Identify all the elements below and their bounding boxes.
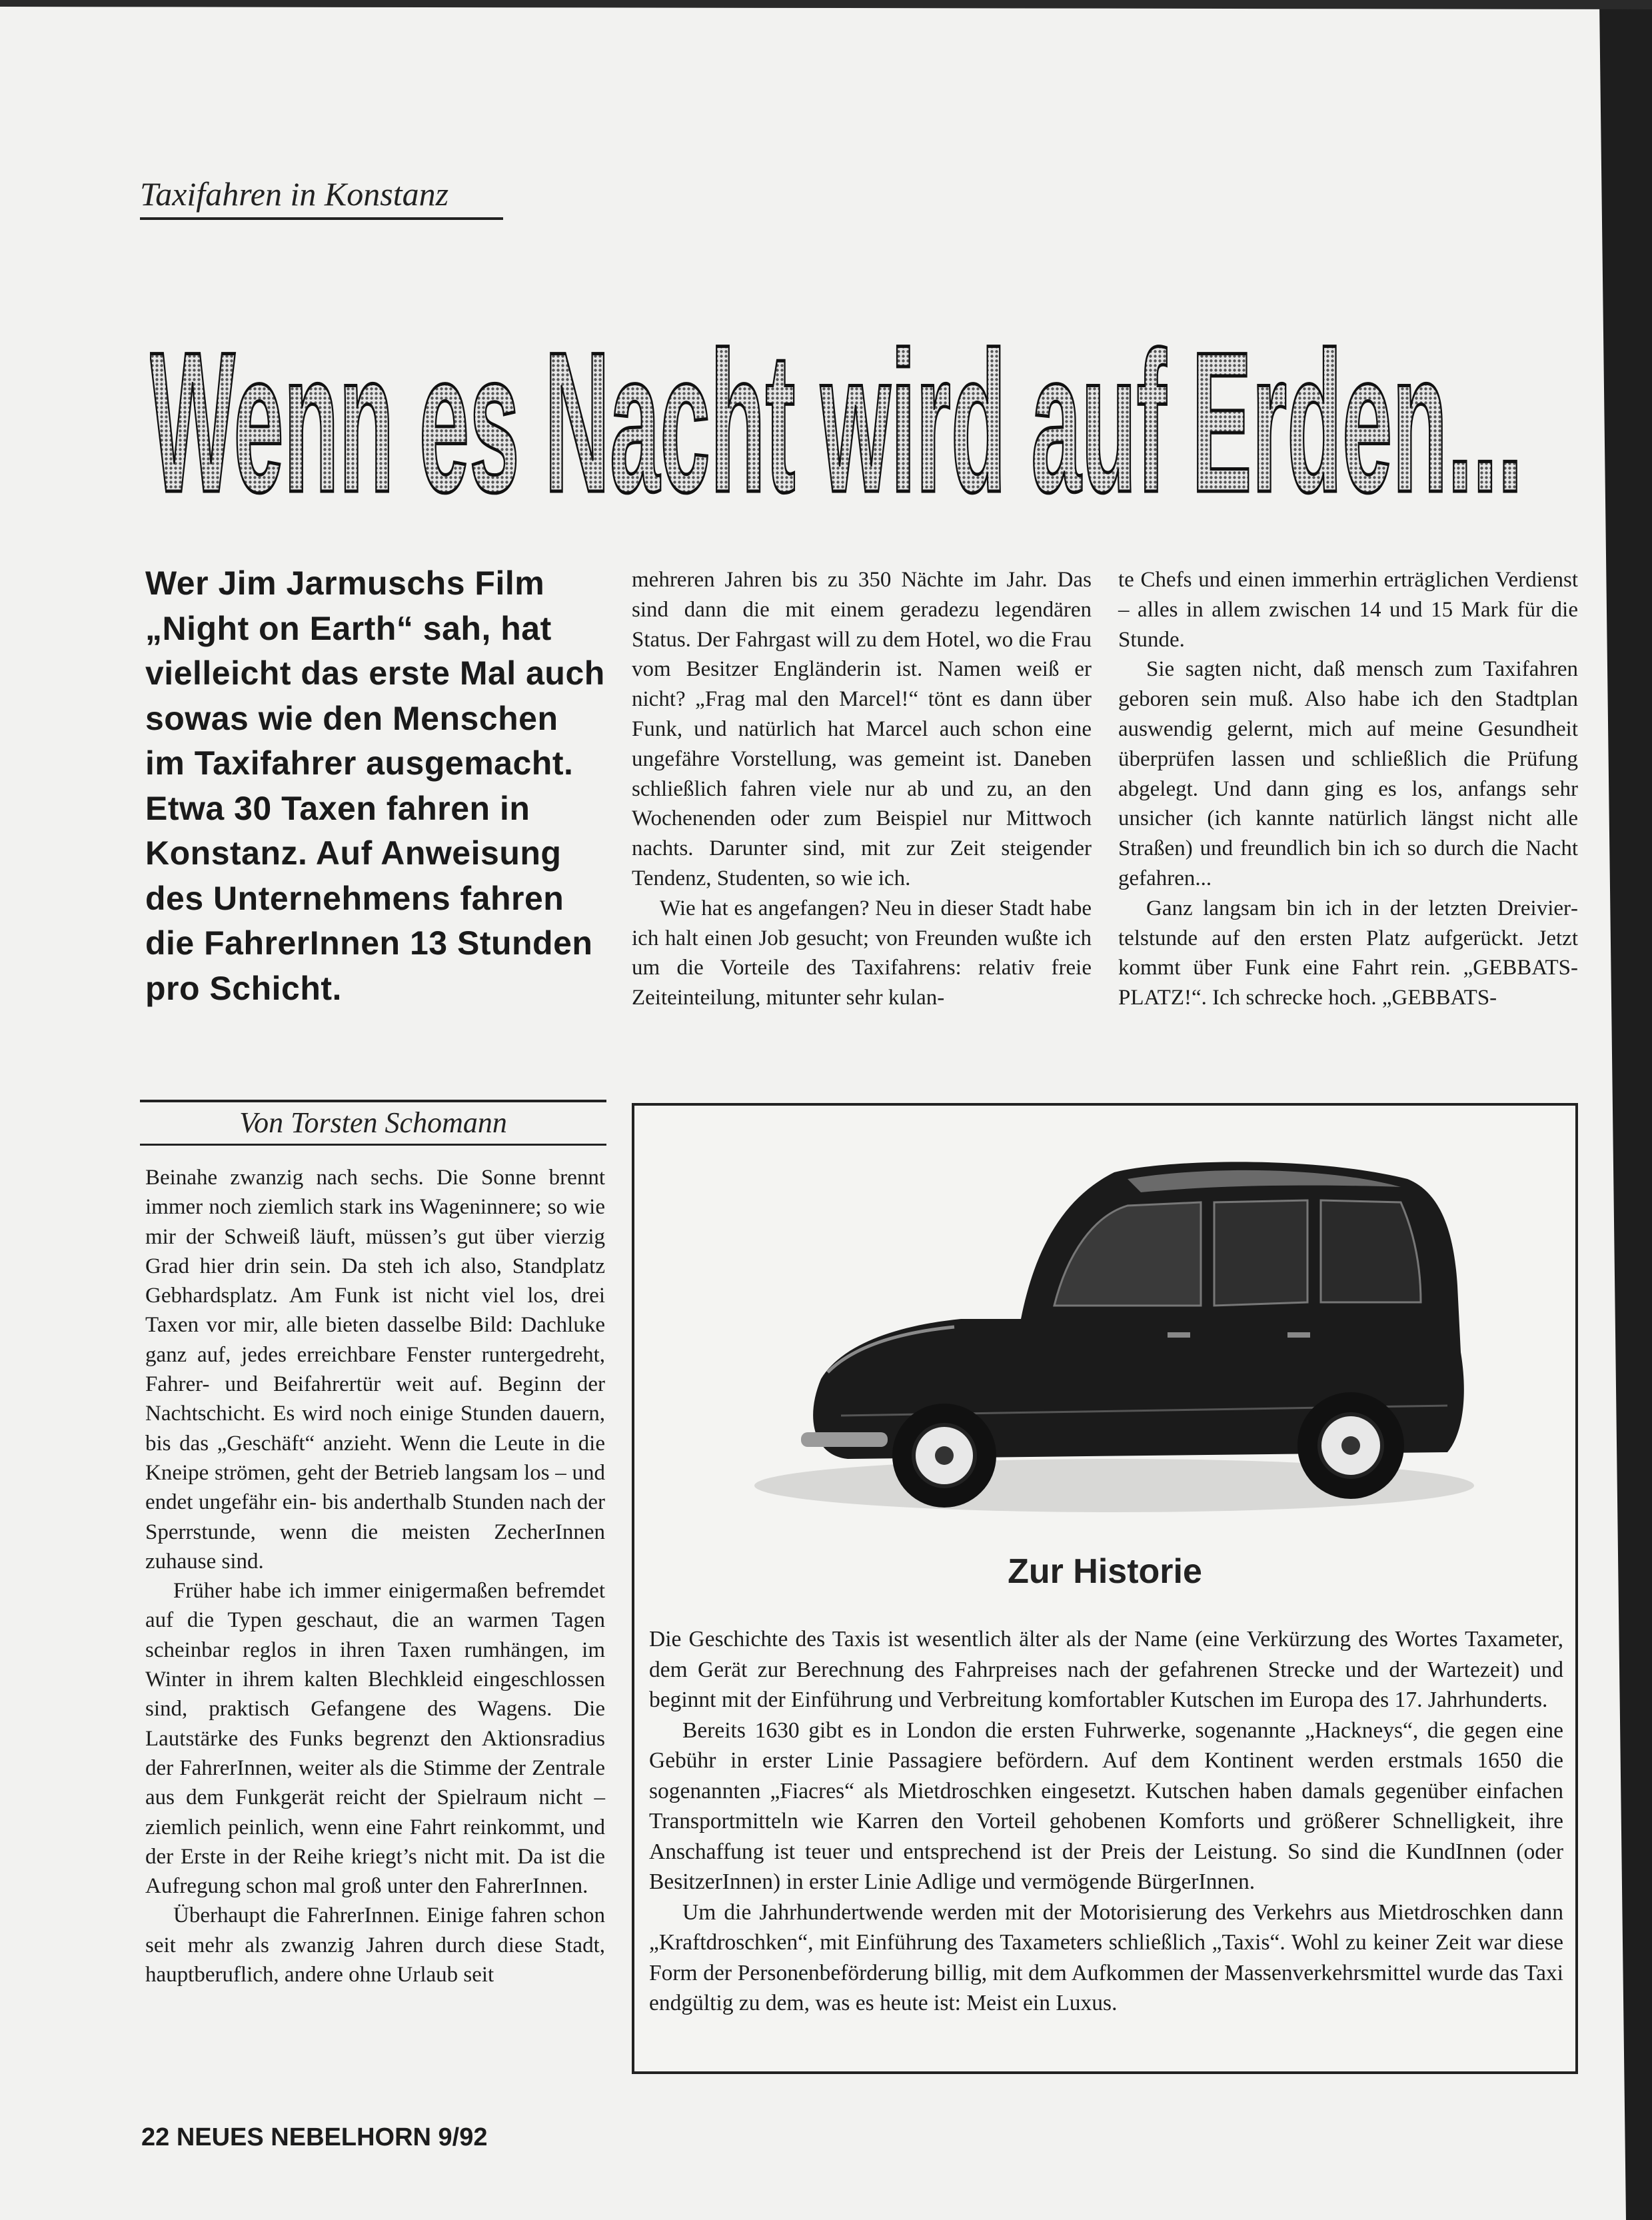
article-paragraph: Früher habe ich immer einigermaßen befremdet auf die Typen geschaut, die an warmen Tagen scheinbar reglos in ihren Taxen rumhängen, im Winter in ihrem kalten Blechkleid eingeschlossen sind, praktisch Gefangene des Wagens. Die Lautstärke des Funks begrenzt den Aktionsradius der FahrerInnen, weiter als die Stimme der Zentrale aus dem Funkgerät reicht der Spielraum nicht – ziemlich peinlich, wenn eine Fahrt reinkommt, und der Erste in der Reihe kriegt’s nicht mit. Da ist die Aufregung schon mal groß unter den FahrerInnen.	[145, 1579, 605, 1899]
history-title: Zur Historie	[1008, 1552, 1202, 1591]
article-paragraph: te Chefs und einen immerhin erträglichen Verdienst – alles in allem zwischen 14 und 15 Mark für die Stunde.	[1118, 568, 1578, 652]
article-column-left	[145, 1163, 605, 1989]
history-sidebar-box	[632, 1103, 1578, 2074]
article-paragraph: Überhaupt die FahrerInnen. Einige fahren schon seit mehr als zwanzig Jahren durch diese Stadt, hauptberuflich, andere ohne Urlaub seit	[145, 1903, 605, 1987]
article-paragraph: Ganz langsam bin ich in der letzten Dreiviertelstunde auf den ersten Platz aufgerückt. Jetzt kommt über Funk eine Fahrt rein. „GEBBATSPLATZ!“. Ich schrecke hoch. „GEBBATS-	[1118, 896, 1578, 1010]
byline: Von Torsten Schomann	[140, 1100, 606, 1146]
section-kicker: Taxifahren in Konstanz	[140, 172, 503, 220]
history-paragraph: Die Geschichte des Taxis ist wesentlich älter als der Name (eine Verkürzung des Wortes Taxameter, dem Gerät zur Berechnung des Fahrpreises nach der gefahrenen Strecke und der Wartezeit) und beginnt mit der Einführung und Verbreitung komfortabler Kutschen im Europa des 17. Jahrhunderts.	[649, 1627, 1563, 1712]
history-paragraph: Bereits 1630 gibt es in London die ersten Fuhrwerke, sogenannte „Hackneys“, die gegen eine Gebühr in erster Linie Passagiere befördern. Auf dem Kontinent werden erstmals 1650 die sogenannten „Fiacres“ als Mietdroschken eingesetzt. Kutschen haben damals gegenüber einfachen Transportmitteln wie Karren den Vorteil gehobenen Komforts und größerer Schnelligkeit, ihre Anschaffung ist teuer und entsprechend ist der Preis der Leistung. So sind die KundInnen (oder BesitzerInnen) in erster Linie Adlige und vermögende BürgerInnen.	[649, 1717, 1563, 1894]
page-footer: 22 NEUES NEBELHORN 9/92	[141, 2123, 488, 2151]
article-column-right	[1118, 565, 1578, 1013]
article-paragraph: Beinahe zwanzig nach sechs. Die Sonne brennt immer noch ziemlich stark ins Wageninnere; so wie mir der Schweiß läuft, müssen’s gut über vierzig Grad hier drin sein. Da steh ich also, Standplatz Gebhardsplatz. Am Funk ist nicht viel los, drei Taxen vor mir, alle bieten dasselbe Bild: Dachluke ganz auf, jedes erreichbare Fenster runtergedreht, Fahrer- und Beifahrertür weit auf. Beginn der Nachtschicht. Es wird noch einige Stunden dauern, bis das „Geschäft“ anzieht. Wenn die Leute in die Kneipe strömen, geht der Betrieb langsam los – und endet ungefähr ein- bis anderthalb Stunden nach der Sperrstunde, wenn die meisten ZecherInnen zuhause sind.	[145, 1166, 605, 1574]
headline-text: Wenn es Nacht wird auf Erden...	[150, 317, 1523, 510]
article-paragraph: mehreren Jahren bis zu 350 Nächte im Jahr. Das sind dann die mit einem geradezu legendären Status. Der Fahrgast will zu dem Hotel, wo die Frau vom Besitzer Engländerin ist. Namen weiß er nicht? „Frag mal den Marcel!“ tönt es dann über Funk, und natürlich hat Marcel auch schon eine ungefähre Vorstellung, was gemeint ist. Daneben schließlich fahren viele nur ab und zu, an den Wochenenden oder zum Beispiel nur Mittwoch nachts. Darunter sind, mit zur Zeit steigender Tendenz, Studenten, so wie ich.	[632, 568, 1092, 890]
headline	[150, 317, 1526, 510]
taxi-photo	[741, 1152, 1487, 1526]
article-column-middle	[632, 565, 1092, 1013]
article-paragraph: Sie sagten nicht, daß mensch zum Taxifahren geboren sein muß. Also habe ich den Stadtplan auswendig gelernt, mich auf meine Gesundheit überprüfen lassen und schließlich die Prüfung abgelegt. Und dann ging es los, anfangs sehr unsicher (ich kannte natürlich längst nicht alle Straßen) und freundlich bin ich so durch die Nacht gefahren...	[1118, 657, 1578, 890]
history-paragraph: Um die Jahrhundertwende werden mit der Motorisierung des Verkehrs aus Mietdroschken dann „Kraftdroschken“, mit Einführung des Taxameters schließlich „Taxis“. Wohl zu keiner Zeit war diese Form der Personenbeförderung billig, mit dem Aufkommen der Massenverkehrsmittel wurde das Taxi endgültig zu dem, was es heute ist: Meist ein Luxus.	[649, 1899, 1563, 2015]
lead-paragraph: Wer Jim Jarmuschs Film „Night on Earth“ sah, hat vielleicht das erste Mal auch sowas wie den Menschen im Taxifahrer ausgemacht.	[145, 564, 605, 782]
lead-paragraph: Etwa 30 Taxen fahren in Konstanz. Auf Anweisung des Unternehmens fahren die FahrerInnen 13 Stunden pro Schicht.	[145, 789, 593, 1007]
history-text	[649, 1624, 1563, 2019]
lead-intro	[145, 561, 605, 1011]
article-paragraph: Wie hat es angefangen? Neu in dieser Stadt habe ich halt einen Job gesucht; von Freunden wußte ich um die Vorteile des Taxifahrens: relativ freie Zeiteinteilung, mitunter sehr kulan-	[632, 896, 1092, 1010]
